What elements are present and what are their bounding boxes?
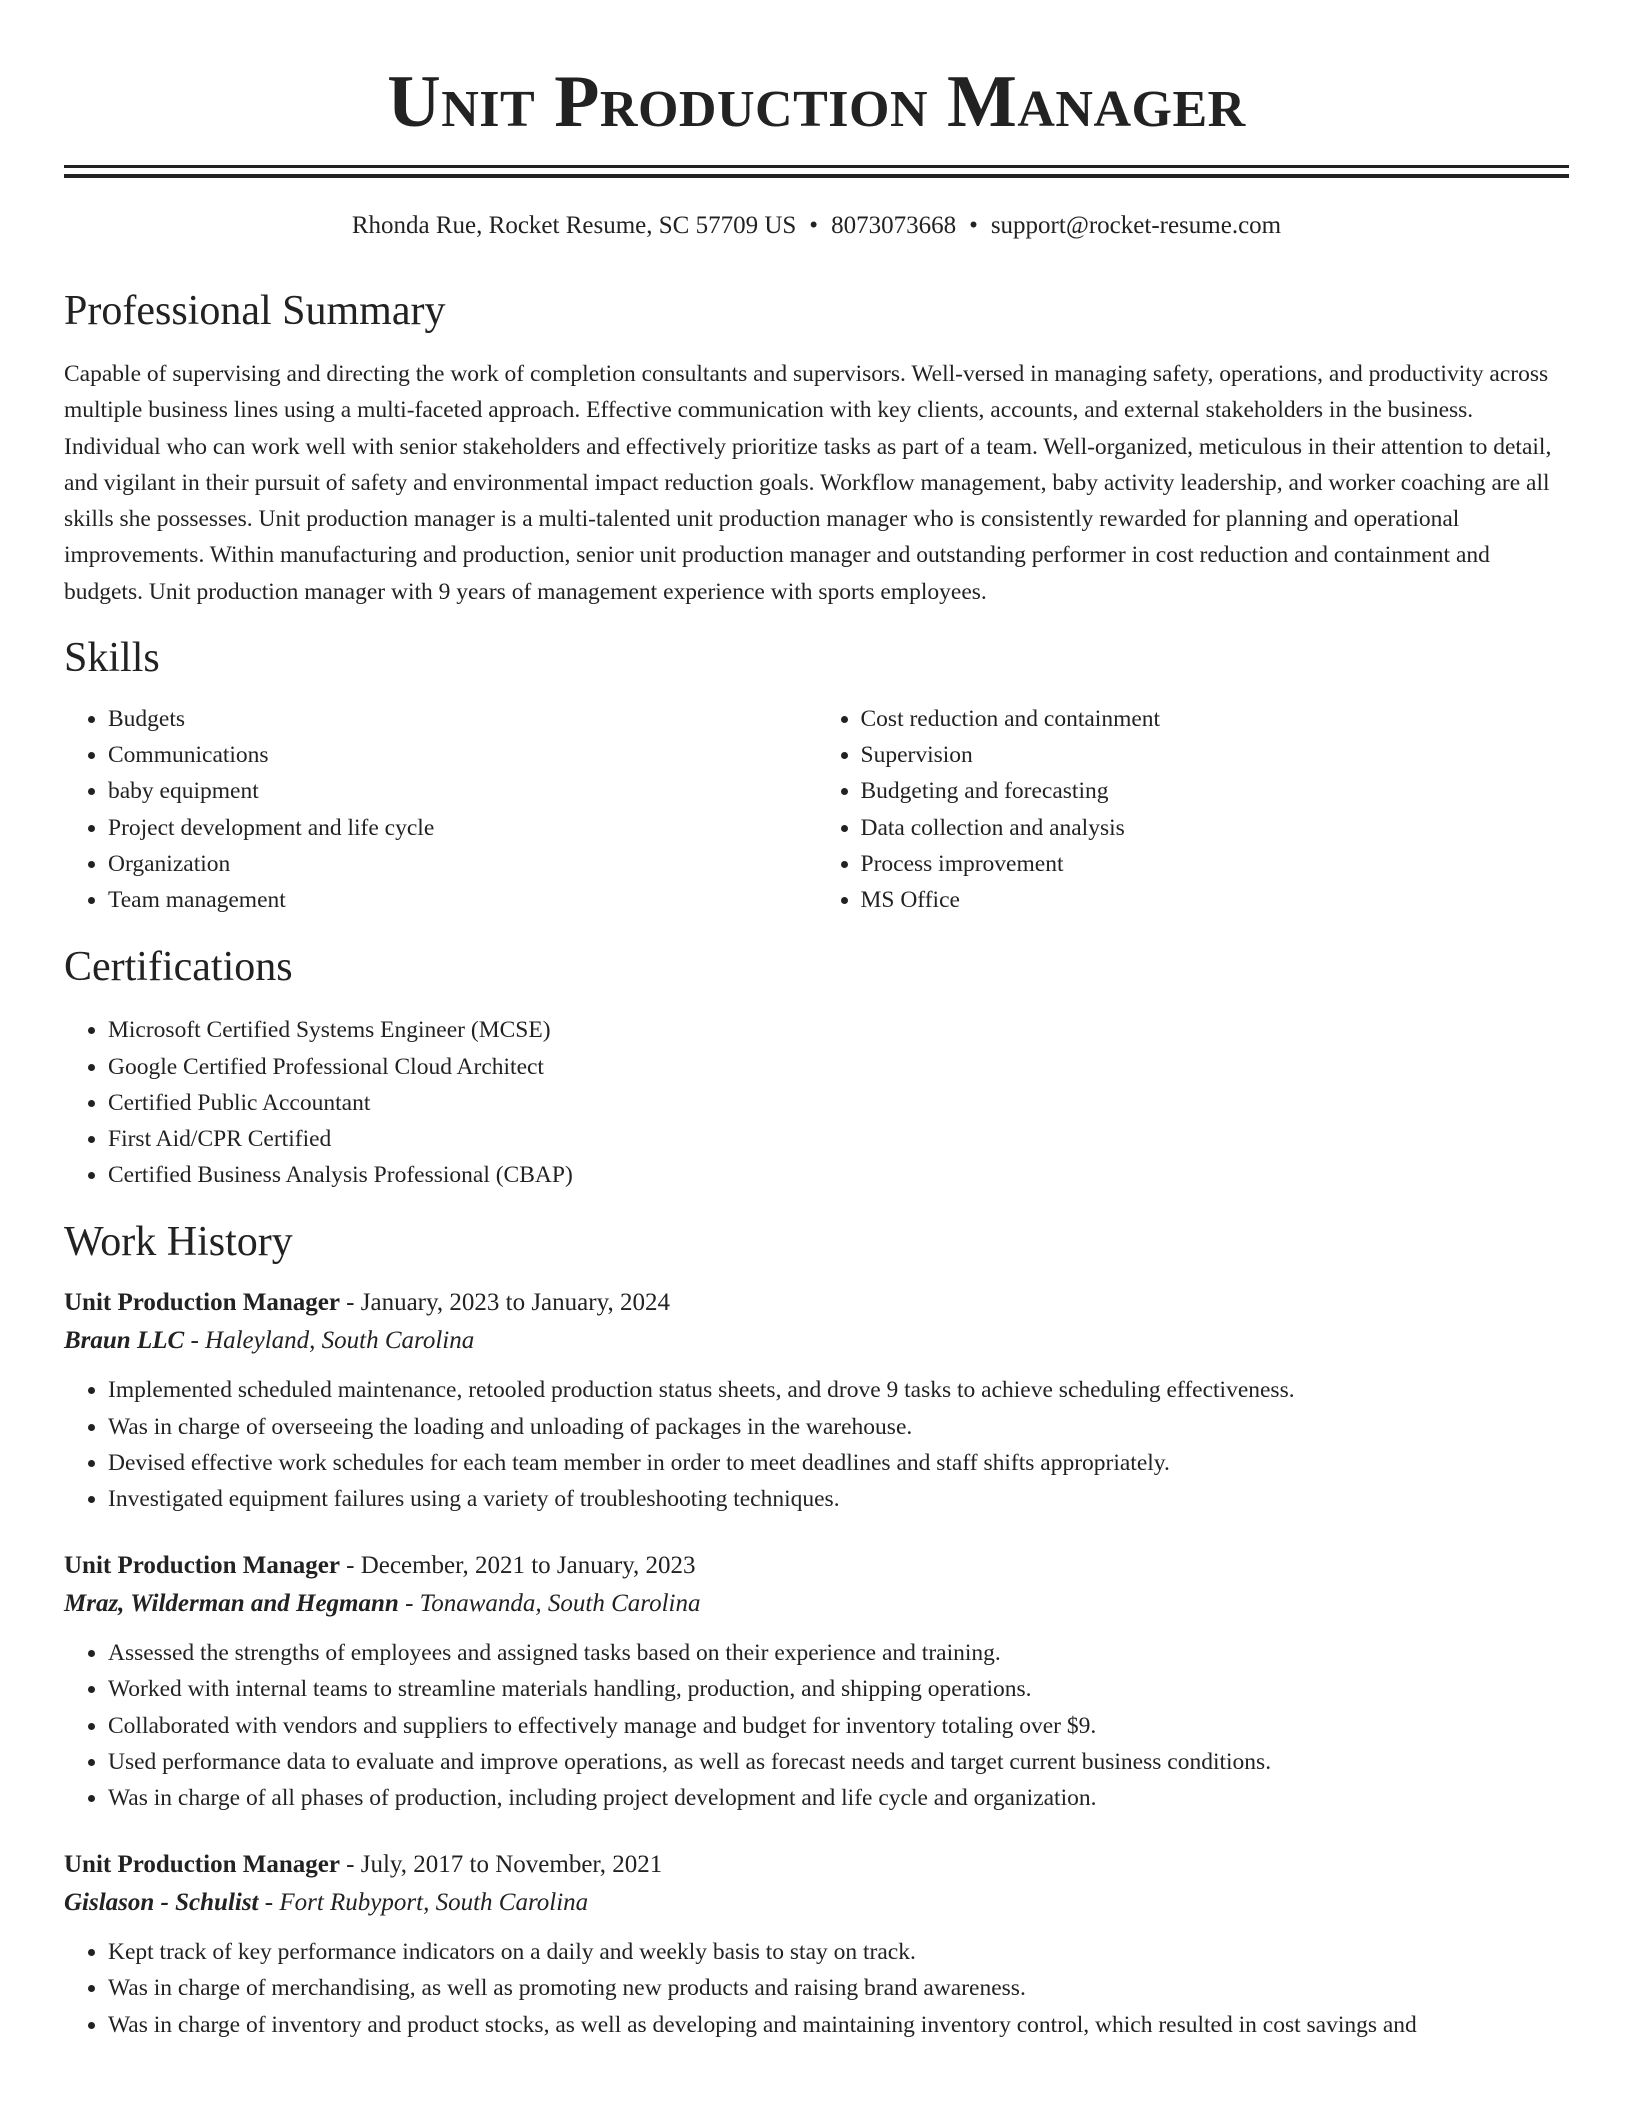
job-bullet: • Kept track of key performance indicators on a daily and weekly basis to stay on track. <box>108 1934 1569 1970</box>
skills-columns <box>64 701 1569 918</box>
title-rule-top <box>64 165 1569 168</box>
job-bullets <box>64 1934 1569 2043</box>
title-rule-bottom <box>64 174 1569 178</box>
skill-item: • baby equipment <box>108 773 817 809</box>
job-bullet: • Used performance data to evaluate and improve operations, as well as forecast needs and target current business conditions. <box>108 1744 1569 1780</box>
job-company: Mraz, Wilderman and Hegmann <box>64 1590 399 1618</box>
job-company-line <box>64 1883 1569 1923</box>
job-bullet: • Was in charge of inventory and product stocks, as well as developing and maintaining inventory control, which resulted in cost savings and <box>108 2007 1569 2043</box>
job-bullets <box>64 1635 1569 1816</box>
certifications-heading: Certifications <box>64 944 293 991</box>
certification-item: • Microsoft Certified Systems Engineer (MCSE) <box>108 1012 1569 1048</box>
job-bullet: • Investigated equipment failures using a variety of troubleshooting techniques. <box>108 1481 1569 1517</box>
summary-heading: Professional Summary <box>64 288 446 334</box>
job-dates: - January, 2023 to January, 2024 <box>339 1289 670 1317</box>
job-title-line <box>64 1285 1569 1321</box>
job-bullet: • Devised effective work schedules for each team member in order to meet deadlines and staff shifts appropriately. <box>108 1445 1569 1481</box>
job-dates: - July, 2017 to November, 2021 <box>339 1851 663 1879</box>
certification-item: • First Aid/CPR Certified <box>108 1121 1569 1157</box>
job-bullet: • Was in charge of merchandising, as well as promoting new products and raising brand awareness. <box>108 1970 1569 2006</box>
contact-line <box>64 211 1569 241</box>
contact-separator: • <box>969 212 978 239</box>
contact-email: support@rocket-resume.com <box>990 212 1282 239</box>
skill-item: • Process improvement <box>861 846 1570 882</box>
job-location: - Haleyland, South Carolina <box>184 1327 475 1355</box>
skill-item: • Project development and life cycle <box>108 810 817 846</box>
job-company-line <box>64 1321 1569 1361</box>
resume-title: Unit Production Manager <box>387 61 1246 143</box>
job-entry <box>64 1847 1569 2043</box>
skill-item: • Team management <box>108 882 817 918</box>
job-dates: - December, 2021 to January, 2023 <box>339 1552 696 1580</box>
job-bullets <box>64 1372 1569 1517</box>
job-company: Gislason - Schulist <box>64 1889 259 1917</box>
skills-heading: Skills <box>64 635 160 682</box>
job-bullet: • Implemented scheduled maintenance, retooled production status sheets, and drove 9 tasks to achieve scheduling effectiveness. <box>108 1372 1569 1408</box>
job-title-line <box>64 1548 1569 1584</box>
certifications-list <box>64 1012 1569 1193</box>
job-bullet: • Was in charge of overseeing the loading and unloading of packages in the warehouse. <box>108 1409 1569 1445</box>
job-company: Braun LLC <box>64 1327 185 1355</box>
job-title-line <box>64 1847 1569 1883</box>
skill-item: • MS Office <box>861 882 1570 918</box>
job-bullet: • Collaborated with vendors and suppliers to effectively manage and budget for inventory totaling over $9. <box>108 1708 1569 1744</box>
skill-item: • Data collection and analysis <box>861 810 1570 846</box>
summary-text: Capable of supervising and directing the work of completion consultants and supervisors. Well-versed in managing safety, operations, and productivity across multiple business lines using a multi-faceted approach. Effective communication with key clients, accounts, and external stakeholders in the business. Individual who can work well with senior stakeholders and effectively prioritize tasks as part of a team. Well-organized, meticulous in their attention to detail, and vigilant in their pursuit of safety and environmental impact reduction goals. Workflow management, baby activity leadership, and worker coaching are all skills she possesses. Unit production manager is a multi-talented unit production manager who is consistently rewarded for planning and operational improvements. Within manufacturing and production, senior unit production manager and outstanding performer in cost reduction and containment and budgets. Unit production manager with 9 years of management experience with sports employees. <box>64 361 1552 605</box>
contact-phone: 8073073668 <box>831 212 957 239</box>
skill-item: • Budgets <box>108 701 817 737</box>
job-location: - Tonawanda, South Carolina <box>398 1590 701 1618</box>
job-bullet: • Assessed the strengths of employees and assigned tasks based on their experience and training. <box>108 1635 1569 1671</box>
job-location: - Fort Rubyport, South Carolina <box>258 1889 589 1917</box>
job-company-line <box>64 1584 1569 1624</box>
job-bullet: • Was in charge of all phases of production, including project development and life cycle and organization. <box>108 1780 1569 1816</box>
job-title: Unit Production Manager <box>64 1289 340 1317</box>
job-entry <box>64 1285 1569 1517</box>
certification-item: • Google Certified Professional Cloud Architect <box>108 1049 1569 1085</box>
contact-address: Rhonda Rue, Rocket Resume, SC 57709 US <box>351 212 797 239</box>
job-entry <box>64 1548 1569 1816</box>
job-bullet: • Worked with internal teams to streamline materials handling, production, and shipping operations. <box>108 1671 1569 1707</box>
skills-list-right <box>817 701 1570 918</box>
job-title: Unit Production Manager <box>64 1851 340 1879</box>
job-title: Unit Production Manager <box>64 1552 340 1580</box>
skill-item: • Organization <box>108 846 817 882</box>
skills-list-left <box>64 701 817 918</box>
skill-item: • Cost reduction and containment <box>861 701 1570 737</box>
contact-separator: • <box>809 212 819 239</box>
certification-item: • Certified Public Accountant <box>108 1085 1569 1121</box>
resume-page <box>64 0 1569 2043</box>
certification-item: • Certified Business Analysis Professional (CBAP) <box>108 1157 1569 1193</box>
skill-item: • Communications <box>108 737 817 773</box>
skill-item: • Budgeting and forecasting <box>861 773 1570 809</box>
work-history-heading: Work History <box>64 1219 293 1266</box>
skill-item: • Supervision <box>861 737 1570 773</box>
